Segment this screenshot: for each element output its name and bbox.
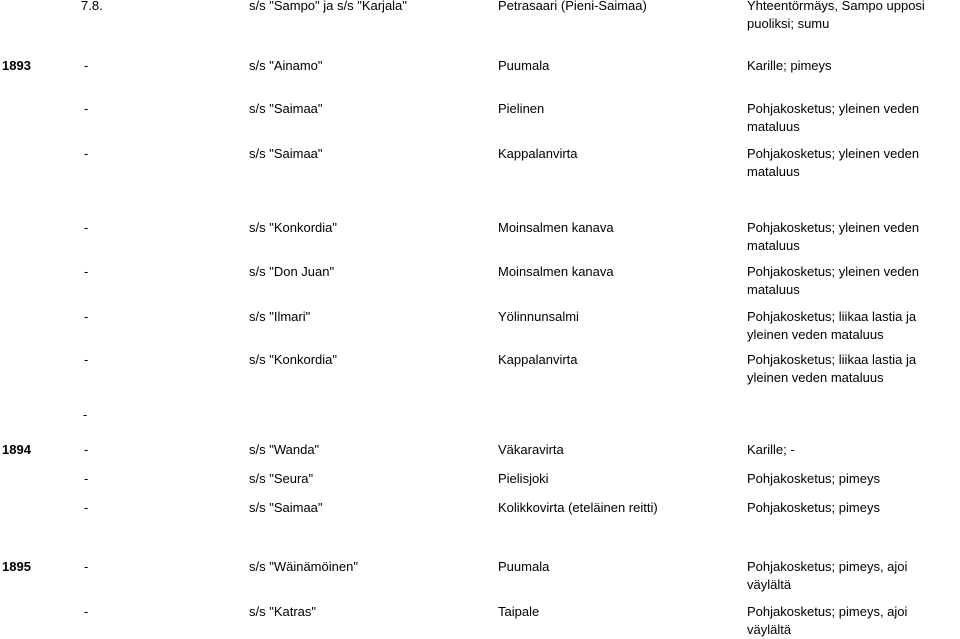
row-dash: - [84,264,89,279]
row-dash: - [84,146,89,161]
table-row [0,0,960,33]
accident-cause: Pohjakosketus; pimeys [747,500,880,515]
table-row [0,219,960,255]
table-row [0,603,960,639]
accident-cause: Pohjakosketus; liikaa lastia ja yleinen veden mataluus [747,352,917,385]
section-number: 7.8. [81,0,103,13]
accident-place: Moinsalmen kanava [498,264,614,279]
row-dash: - [84,559,89,574]
accident-cause: Pohjakosketus; yleinen veden mataluus [747,101,920,134]
table-row [0,499,960,535]
accident-cause: Pohjakosketus; yleinen veden mataluus [747,264,920,297]
separator-dash: - [83,407,88,422]
row-dash: - [84,220,89,235]
ship-name: s/s "Konkordia" [249,220,337,235]
row-dash: - [84,442,89,457]
accident-cause: Pohjakosketus; yleinen veden mataluus [747,146,920,179]
row-dash: - [84,352,89,367]
row-dash: - [84,101,89,116]
ship-name: s/s "Saimaa" [249,146,323,161]
accident-place: Pielisjoki [498,471,549,486]
accident-place: Puumala [498,559,550,574]
table-row [0,558,960,594]
table-row [0,308,960,344]
row-dash: - [84,471,89,486]
table-row [0,263,960,299]
accident-place: Yölinnunsalmi [498,309,579,324]
year-label: 1893 [2,58,31,73]
ship-name: s/s "Katras" [249,604,317,619]
ship-name: s/s "Ainamo" [249,58,323,73]
accident-place: Kolikkovirta (eteläinen reitti) [498,500,658,515]
ship-name: s/s "Don Juan" [249,264,335,279]
accident-place: Puumala [498,58,550,73]
table-row [0,57,960,93]
accident-place: Moinsalmen kanava [498,220,614,235]
table-row [0,100,960,136]
accident-place: Pielinen [498,101,545,116]
table-row [0,145,960,181]
accident-cause: Yhteentörmäys, Sampo upposi puoliksi; sumu [747,0,925,31]
table-row [0,351,960,387]
accident-cause: Karille; - [747,442,795,457]
ship-name: s/s "Wäinämöinen" [249,559,358,574]
ship-name: s/s "Saimaa" [249,500,323,515]
accident-cause: Pohjakosketus; pimeys, ajoi väylältä [747,604,908,637]
row-dash: - [84,500,89,515]
row-dash: - [84,309,89,324]
accident-place: Kappalanvirta [498,352,578,367]
ship-name: s/s "Ilmari" [249,309,311,324]
ship-name: s/s "Seura" [249,471,314,486]
accident-cause: Pohjakosketus; pimeys, ajoi väylältä [747,559,908,592]
ship-name: s/s "Sampo" ja s/s "Karjala" [249,0,407,13]
ship-name: s/s "Wanda" [249,442,320,457]
accident-place: Kappalanvirta [498,146,578,161]
accident-cause: Pohjakosketus; yleinen veden mataluus [747,220,920,253]
year-label: 1894 [2,442,31,457]
accident-place: Väkaravirta [498,442,564,457]
ship-name: s/s "Konkordia" [249,352,337,367]
row-dash: - [84,58,89,73]
accident-cause: Karille; pimeys [747,58,832,73]
accident-cause: Pohjakosketus; liikaa lastia ja yleinen veden mataluus [747,309,917,342]
year-label: 1895 [2,559,31,574]
accident-cause: Pohjakosketus; pimeys [747,471,880,486]
row-dash: - [84,604,89,619]
ship-name: s/s "Saimaa" [249,101,323,116]
accident-place: Petrasaari (Pieni-Saimaa) [498,0,647,13]
accident-place: Taipale [498,604,540,619]
